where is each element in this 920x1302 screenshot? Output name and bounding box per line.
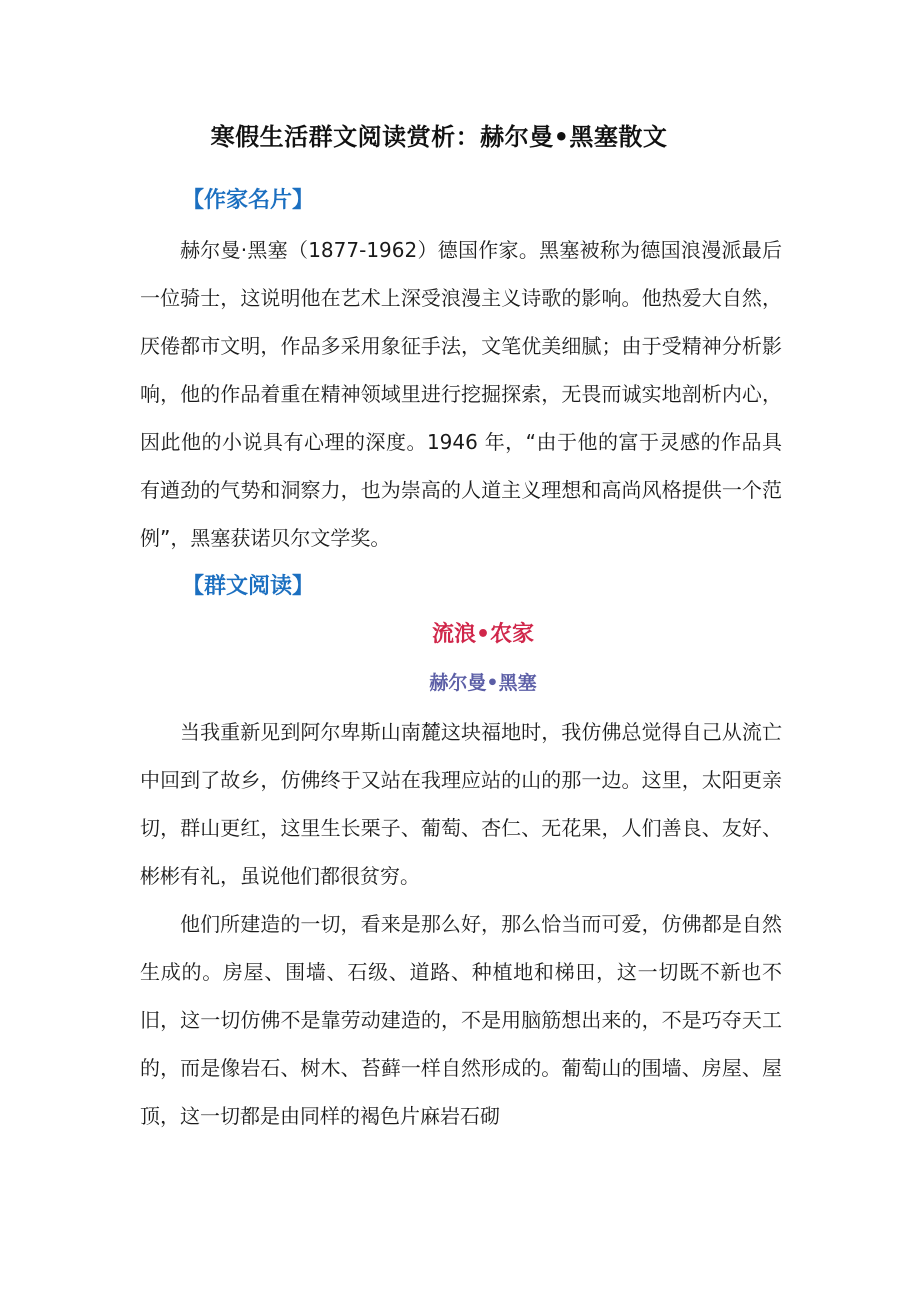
essay-paragraph-1: 当我重新见到阿尔卑斯山南麓这块福地时，我仿佛总觉得自己从流亡中回到了故乡，仿佛终于又站在我理应站的山的那一边。这里，太阳更亲切，群山更红，这里生长栗子、葡萄、杏仁、无花果，人们善良、友好、彬彬有礼，虽说他们都很贫穷。: [140, 720, 782, 888]
document-title: 寒假生活群文阅读赏析：赫尔曼•黑塞散文: [210, 123, 668, 151]
essay-title: 流浪•农家: [431, 622, 535, 647]
author-card-heading: 【作家名片】: [182, 188, 315, 213]
essay-paragraph-2: 他们所建造的一切，看来是那么好，那么恰当而可爱，仿佛都是自然生成的。房屋、围墙、石级、道路、种植地和梯田，这一切既不新也不旧，这一切仿佛不是靠劳动建造的，不是用脑筋想出来的，不是巧夺天工的，而是像岩石、树木、苔藓一样自然形成的。葡萄山的围墙、房屋、屋顶，这一切都是由同样的褐色片麻岩石砌: [140, 912, 782, 1128]
author-card-paragraph: 赫尔曼·黑塞（1877-1962）德国作家。黑塞被称为德国浪漫派最后一位骑士，这说明他在艺术上深受浪漫主义诗歌的影响。他热爱大自然，厌倦都市文明，作品多采用象征手法，文笔优美细腻；由于受精神分析影响，他的作品着重在精神领域里进行挖掘探索，无畏而诚实地剖析内心，因此他的小说具有心理的深度。1946 年，“由于他的富于灵感的作品具有遒劲的气势和洞察力，也为崇高的人道主义理想和高尚风格提供一个范例”，黑塞获诺贝尔文学奖。: [140, 238, 782, 550]
essay-author: 赫尔曼•黑塞: [429, 672, 537, 694]
group-reading-heading: 【群文阅读】: [182, 574, 315, 599]
